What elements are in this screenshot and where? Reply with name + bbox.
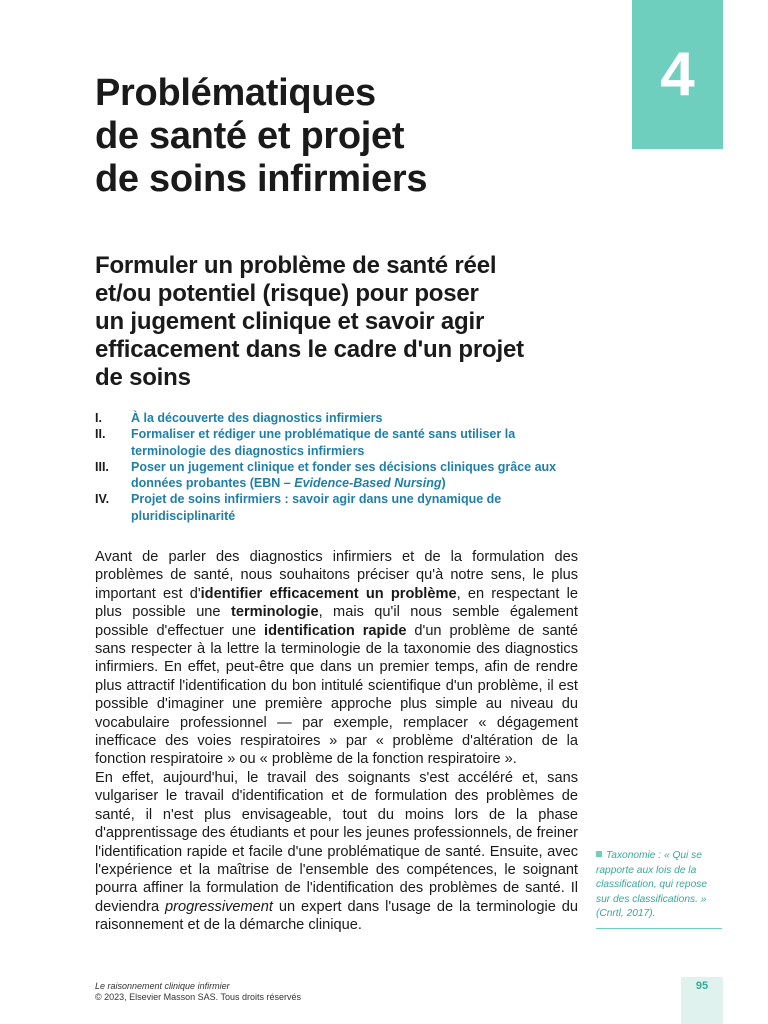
bold-term: identification rapide <box>264 622 407 639</box>
outline-item-emphasis: Evidence-Based Nursing <box>294 476 442 491</box>
subtitle-line: efficacement dans le cadre d'un projet <box>95 336 524 363</box>
outline-item[interactable] <box>95 410 585 426</box>
text-run: , en respectant le plus possible une <box>95 585 578 621</box>
bold-term: terminologie <box>230 604 319 621</box>
outline-item-number: IV. <box>95 492 110 507</box>
outline-item-link[interactable]: Formaliser et rédiger une problématique de santé sans utiliser la terminologie des diagnostics infirmiers <box>131 427 516 458</box>
subtitle-line: un jugement clinique et savoir agir <box>95 308 485 335</box>
margin-note-text: Taxonomie : « Qui se rapporte aux lois de la classification, qui repose sur des classifications. » (Cnrtl, 2017). <box>596 850 707 919</box>
outline-item[interactable] <box>95 426 585 459</box>
margin-note <box>596 849 722 929</box>
chapter-title <box>95 72 615 201</box>
outline-item-link[interactable] <box>131 459 585 492</box>
text-run: un expert dans l'usage de la terminologie du raisonnement et de la démarche clinique. <box>95 898 578 934</box>
chapter-outline <box>95 410 585 524</box>
subtitle-line: et/ou potentiel (risque) pour poser <box>95 280 479 307</box>
outline-item-number: II. <box>95 427 106 442</box>
subtitle-line: de soins <box>95 364 191 391</box>
body-paragraph <box>95 548 578 769</box>
bold-term: identifier efficacement un problème <box>200 585 457 602</box>
outline-item-link[interactable]: Projet de soins infirmiers : savoir agir dans une dynamique de pluridisciplinarité <box>131 492 502 523</box>
outline-item-number: III. <box>95 459 109 474</box>
square-bullet-icon <box>596 851 602 857</box>
page-number: 95 <box>695 980 709 992</box>
outline-item-text: Poser un jugement clinique et fonder ses décisions cliniques grâce aux données probantes (EBN – <box>131 459 557 491</box>
text-run: d'un problème de santé sans respecter à la lettre la terminologie de la taxonomie des diagnostics infirmiers. En effet, peut-être que dans un premier temps, afin de rendre plus attractif l'identification du bon intitulé scientifique d'un problème, il est possible d'imaginer une première approche plus simple au niveau du vocabulaire professionnel — par exemple, remplacer « dégagement inefficace des voies respiratoires » par « problème d'altération de la fonction respiratoire » ou « problème de la fonction respiratoire ». <box>95 622 579 768</box>
outline-item-text: ) <box>441 476 446 491</box>
outline-item-link[interactable]: À la découverte des diagnostics infirmiers <box>131 411 383 425</box>
page-number-tab <box>681 977 723 1024</box>
copyright: © 2023, Elsevier Masson SAS. Tous droits réservés <box>95 992 302 1002</box>
text-run: , mais qu'il nous semble également possible d'effectuer une <box>95 604 578 639</box>
body-paragraph <box>95 769 578 935</box>
book-title: Le raisonnement clinique infirmier <box>95 981 230 991</box>
chapter-title-line: de santé et projet <box>95 115 405 157</box>
outline-item[interactable] <box>95 491 585 524</box>
chapter-subtitle <box>95 252 615 392</box>
chapter-number-tab <box>632 0 723 149</box>
outline-item-number: I. <box>95 411 102 425</box>
text-run: Avant de parler des diagnostics infirmiers et de la formulation des problèmes de santé, nous souhaitons préciser qu'à notre sens, le plus important est d' <box>95 549 578 602</box>
page-footer <box>95 981 495 1003</box>
text-run: En effet, aujourd'hui, le travail des soignants s'est accéléré et, sans vulgariser le travail d'identification et de formulation des problèmes de santé, il n'est plus envisageable, tout du moins lors de la phase d'apprentissage des étudiants et pour les jeunes professionnels, de freiner l'identification rapide et facile d'une problématique de santé. Ensuite, avec l'expérience et la maîtrise de l'ensemble des compétences, le soignant pourra affiner la formulation de l'identification des problèmes de santé. Il deviendra <box>95 769 578 915</box>
subtitle-line: Formuler un problème de santé réel <box>95 252 497 279</box>
outline-item[interactable] <box>95 459 585 492</box>
chapter-number: 4 <box>660 39 695 109</box>
chapter-title-line: de soins infirmiers <box>95 158 428 200</box>
chapter-title-line: Problématiques <box>95 72 376 114</box>
italic-term: progressivement <box>165 898 273 915</box>
body-text <box>95 548 578 935</box>
